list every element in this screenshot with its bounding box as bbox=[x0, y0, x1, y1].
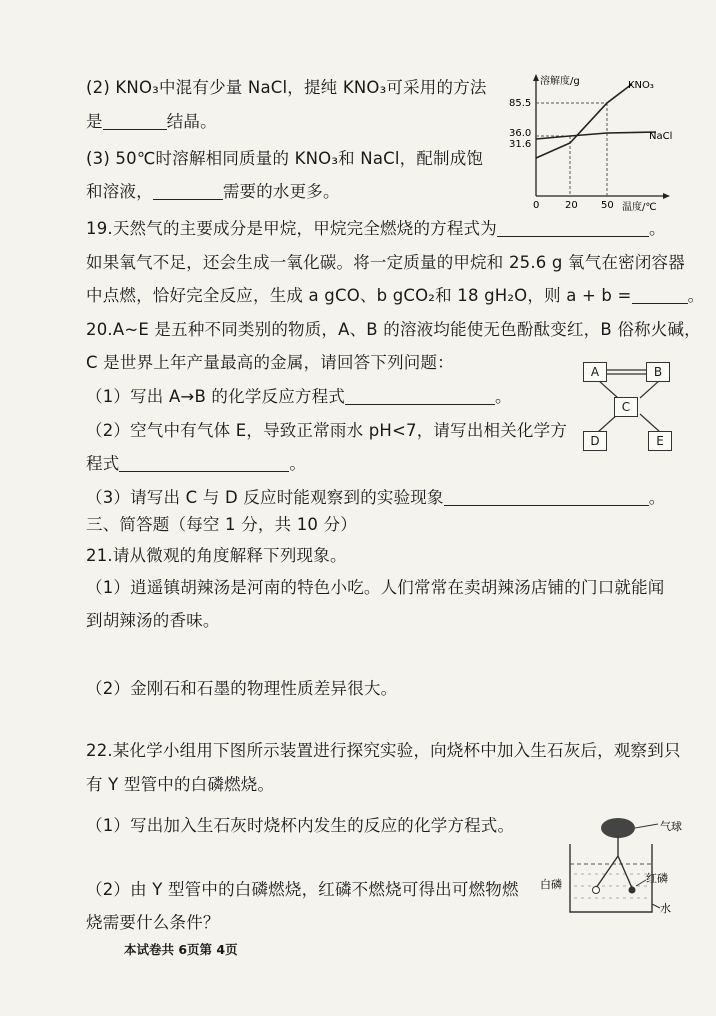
page-footer: 本试卷共 6页第 4页 bbox=[124, 942, 238, 957]
q21-part1-line1: （1）逍遥镇胡辣汤是河南的特色小吃。人们常常在卖胡辣汤店铺的门口就能闻 bbox=[86, 578, 665, 597]
q19-line2: 如果氧气不足，还会生成一氧化碳。将一定质量的甲烷和 25.6 g 氧气在密闭容器 bbox=[86, 253, 685, 272]
b-c-link bbox=[640, 380, 660, 398]
red-phosphorus-label: 红磷 bbox=[646, 872, 668, 885]
q20-part1: （1）写出 A→B 的化学反应方程式 。 bbox=[86, 387, 512, 406]
kno3-label: KNO₃ bbox=[628, 80, 654, 91]
answer-blank[interactable] bbox=[119, 455, 289, 472]
answer-blank[interactable] bbox=[444, 489, 649, 506]
balloon-pointer bbox=[635, 824, 658, 828]
x-axis-label: 温度/℃ bbox=[622, 202, 657, 212]
water-pointer bbox=[652, 904, 660, 908]
red-phosphorus-icon bbox=[629, 887, 636, 894]
node-d: D bbox=[583, 431, 607, 451]
answer-blank[interactable] bbox=[632, 287, 688, 304]
a-c-link bbox=[598, 380, 618, 398]
q20-part2-line1: （2）空气中有气体 E，导致正常雨水 pH<7，请写出相关化学方 bbox=[86, 421, 568, 440]
q22-line2: 有 Y 型管中的白磷燃烧。 bbox=[86, 775, 275, 794]
x-tick-20: 20 bbox=[565, 200, 578, 211]
balloon-label: 气球 bbox=[660, 820, 682, 833]
q18-part2-line2: 是 结晶。 bbox=[86, 112, 217, 131]
q20-part3: （3）请写出 C 与 D 反应时能观察到的实验现象 。 bbox=[86, 488, 666, 507]
water-label: 水 bbox=[660, 902, 671, 915]
q22-part1: （1）写出加入生石灰时烧杯内发生的反应的化学方程式。 bbox=[86, 816, 515, 835]
q21-part1-line2: 到胡辣汤的香味。 bbox=[86, 611, 220, 630]
kno3-curve bbox=[536, 84, 632, 158]
node-a: A bbox=[583, 362, 607, 382]
q19-line3: 中点燃，恰好完全反应，生成 a gCO、b gCO₂和 18 gH₂O，则 a + b = 。 bbox=[86, 286, 705, 305]
q20-line1: 20.A~E 是五种不同类别的物质，A、B 的溶液均能使无色酚酞变红，B 俗称火碱， bbox=[86, 320, 701, 339]
q22-part2-line2: 烧需要什么条件？ bbox=[86, 913, 220, 932]
q21-line1: 21.请从微观的角度解释下列现象。 bbox=[86, 546, 347, 565]
answer-blank[interactable] bbox=[345, 388, 495, 405]
q22-part2-line1: （2）由 Y 型管中的白磷燃烧，红磷不燃烧可得出可燃物燃 bbox=[86, 880, 519, 899]
apparatus-diagram bbox=[540, 808, 690, 918]
x-tick-0: 0 bbox=[533, 200, 540, 211]
q19-line1: 19.天然气的主要成分是甲烷，甲烷完全燃烧的方程式为 。 bbox=[86, 219, 666, 238]
q18-part3-line2: 和溶液， 需要的水更多。 bbox=[86, 182, 340, 201]
y-axis-label: 溶解度/g bbox=[540, 76, 580, 87]
y-axis-arrow bbox=[533, 74, 539, 81]
q20-part2-line2: 程式 。 bbox=[86, 454, 307, 473]
answer-blank[interactable] bbox=[103, 113, 167, 130]
white-phosphorus-label: 白磷 bbox=[540, 878, 562, 891]
node-e: E bbox=[648, 431, 672, 451]
red-p-pointer bbox=[636, 880, 646, 886]
y-tube-icon bbox=[596, 836, 632, 888]
node-b: B bbox=[646, 362, 670, 382]
y-tick-36.0: 36.0 bbox=[509, 128, 532, 139]
x-tick-50: 50 bbox=[601, 200, 614, 211]
q18-part3-line1: (3) 50℃时溶解相同质量的 KNO₃和 NaCl，配制成饱 bbox=[86, 149, 484, 168]
white-phosphorus-icon bbox=[593, 887, 600, 894]
x-axis-arrow bbox=[663, 193, 670, 199]
q18-part2-line1: (2) KNO₃中混有少量 NaCl，提纯 KNO₃可采用的方法 bbox=[86, 78, 487, 97]
section3-title: 三、简答题（每空 1 分，共 10 分） bbox=[86, 515, 357, 534]
q20-line2: C 是世界上年产量最高的金属，请回答下列问题： bbox=[86, 353, 454, 372]
nacl-label: NaCl bbox=[649, 131, 673, 142]
balloon-icon bbox=[601, 818, 635, 838]
solubility-chart bbox=[504, 72, 684, 212]
c-e-link bbox=[640, 414, 660, 432]
y-tick-31.6: 31.6 bbox=[509, 139, 532, 150]
y-tick-85.5: 85.5 bbox=[509, 98, 532, 109]
node-c: C bbox=[614, 397, 638, 417]
q22-line1: 22.某化学小组用下图所示装置进行探究实验，向烧杯中加入生石灰后，观察到只 bbox=[86, 741, 681, 760]
beaker-icon bbox=[570, 844, 652, 912]
q21-part2: （2）金刚石和石墨的物理性质差异很大。 bbox=[86, 679, 398, 698]
answer-blank[interactable] bbox=[153, 183, 223, 200]
answer-blank[interactable] bbox=[497, 220, 649, 237]
